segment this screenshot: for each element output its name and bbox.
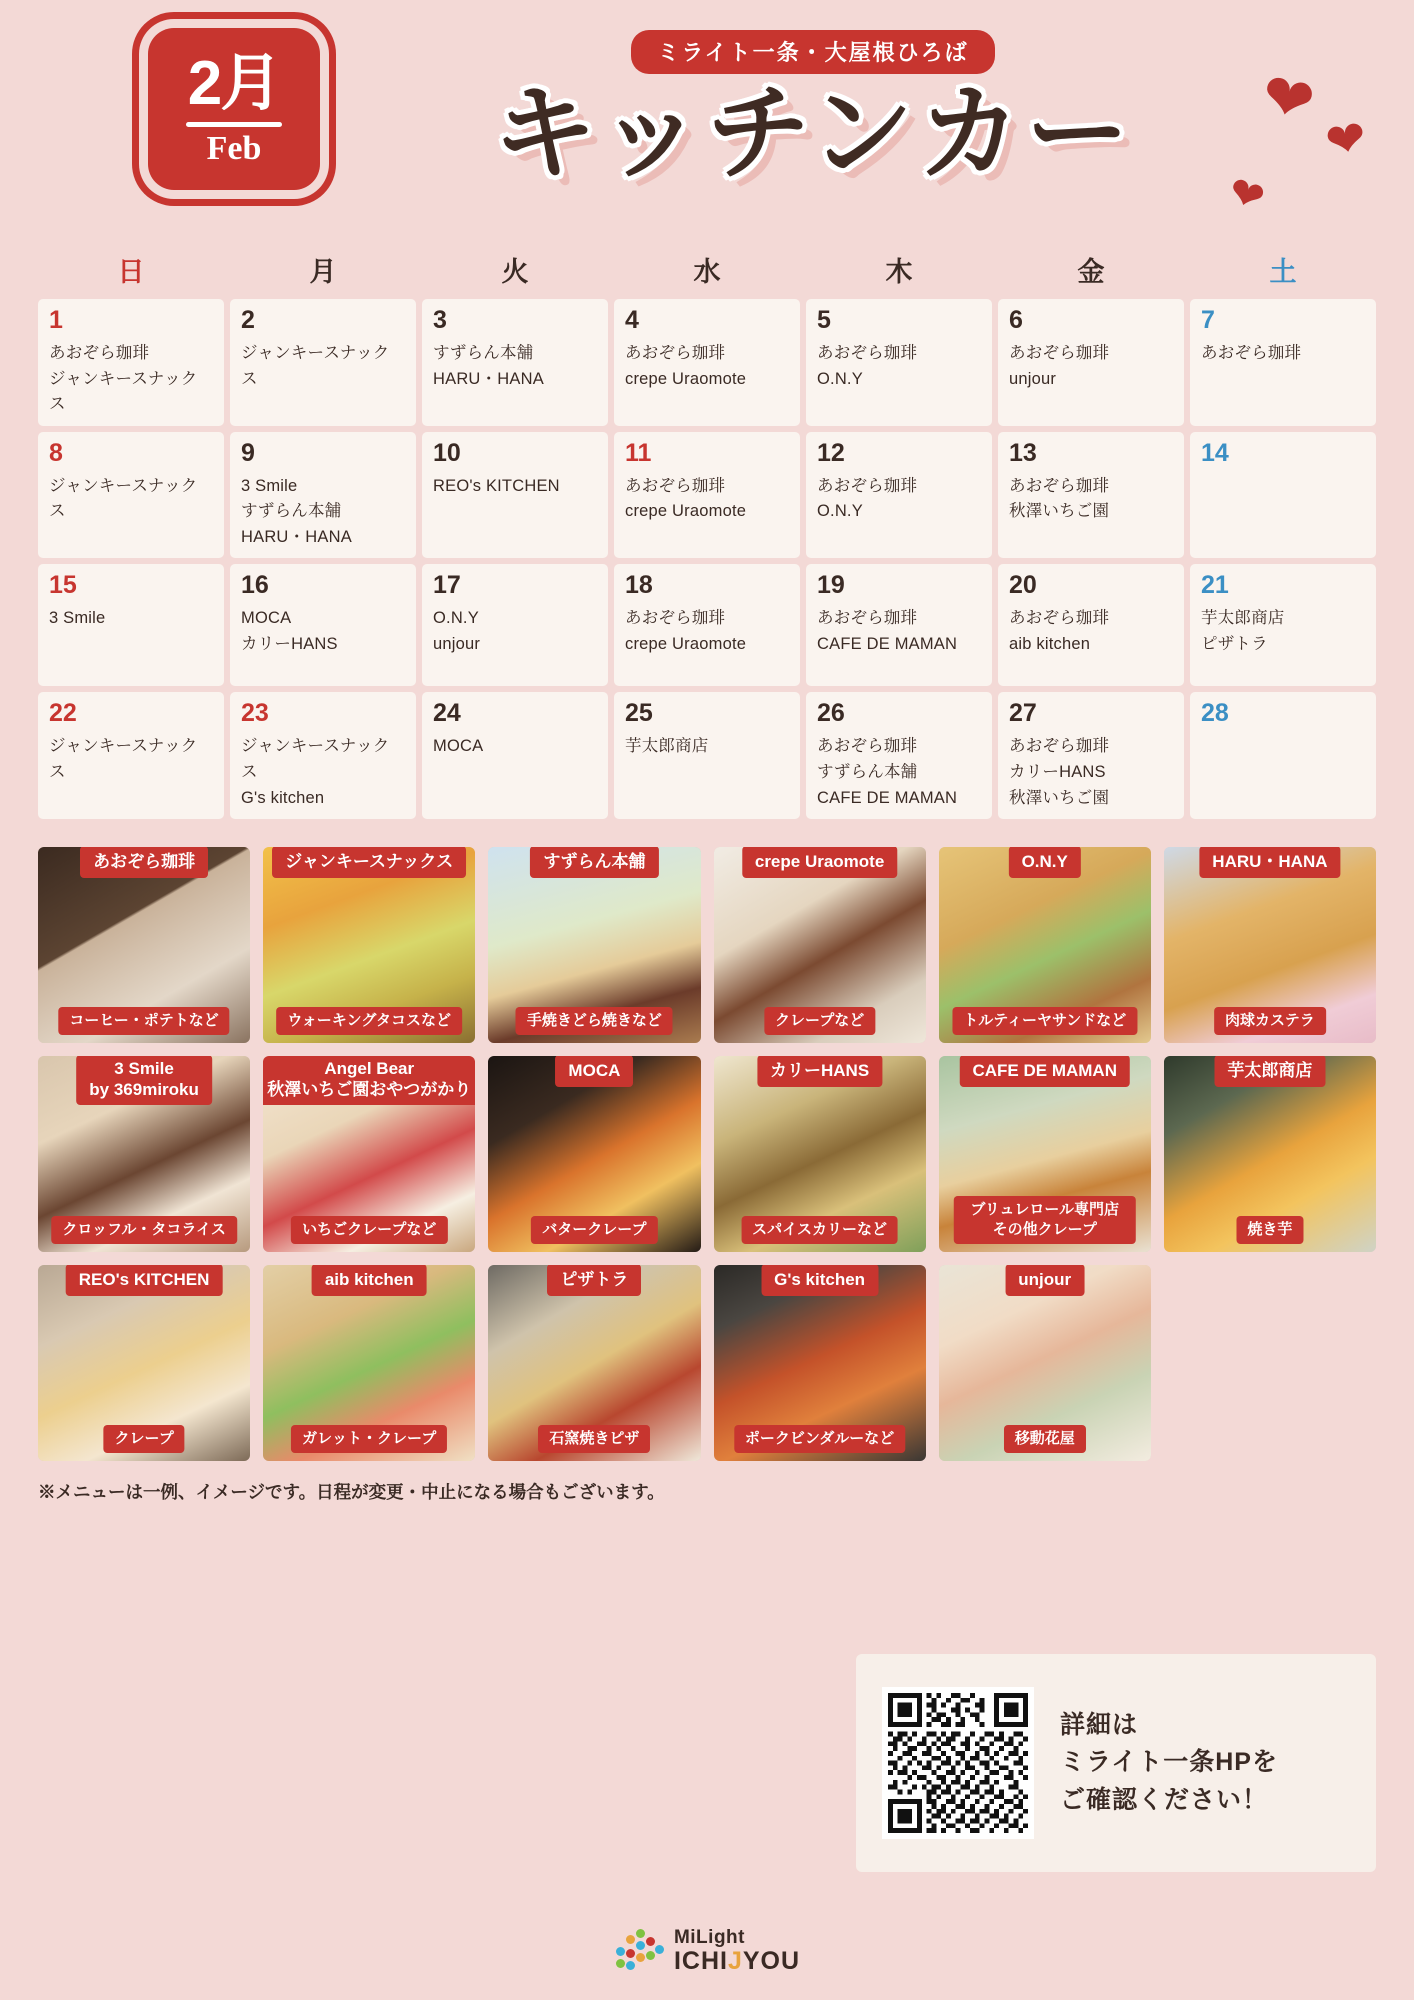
- vendor-card: [714, 1265, 926, 1461]
- day-number: 19: [817, 571, 845, 600]
- vendor-menu-badge: 移動花屋: [1004, 1425, 1086, 1454]
- day-event: ジャンキースナックス: [241, 737, 390, 781]
- vendor-name-badge: crepe Uraomote: [742, 847, 897, 878]
- vendor-name-badge: G's kitchen: [761, 1265, 878, 1296]
- day-number: 9: [241, 438, 255, 467]
- vendor-menu-badge: ブリュレロール専門店 その他クレープ: [954, 1196, 1136, 1244]
- vendor-card: [263, 1265, 475, 1461]
- vendor-menu-badge: クロッフル・タコライス: [51, 1216, 237, 1245]
- day-number: 20: [1009, 571, 1037, 600]
- day-number: 6: [1009, 306, 1023, 334]
- calendar-day-cell[interactable]: [1190, 692, 1376, 819]
- vendor-photo-tortilla-sandwich: [939, 847, 1151, 1043]
- vendor-grid: [38, 847, 1376, 1461]
- logo-wordmark: [674, 1928, 800, 1974]
- day-event: あおぞら珈琲: [625, 344, 726, 362]
- heart-icon: ❤: [1222, 166, 1271, 223]
- vendor-photo-reos-crepe: [38, 1265, 250, 1461]
- day-number: 12: [817, 438, 845, 467]
- calendar-day-cell[interactable]: [614, 299, 800, 426]
- day-event: O.N.Y: [817, 502, 863, 521]
- vendor-menu-badge: 手焼きどら焼きなど: [516, 1007, 673, 1036]
- day-event: 秋澤いちご園: [1009, 788, 1110, 807]
- weekday-0: 日: [117, 257, 145, 287]
- day-number: 27: [1009, 699, 1037, 728]
- day-event: MOCA: [241, 609, 292, 628]
- calendar-day-cell[interactable]: [230, 299, 416, 426]
- day-event: HARU・HANA: [241, 527, 352, 546]
- calendar-day-cell[interactable]: [38, 692, 224, 819]
- day-event: あおぞら珈琲: [1009, 344, 1110, 362]
- vendor-card: [939, 1056, 1151, 1252]
- day-number: 16: [241, 571, 269, 600]
- day-number: 28: [1201, 699, 1229, 728]
- day-event: ジャンキースナックス: [49, 369, 198, 414]
- day-event: あおぞら珈琲: [817, 344, 918, 362]
- day-number: 1: [49, 306, 63, 334]
- day-event: あおぞら珈琲: [817, 476, 918, 495]
- vendor-menu-badge: ポークビンダルーなど: [734, 1425, 905, 1454]
- vendor-card: [38, 847, 250, 1043]
- day-number: 2: [241, 306, 255, 334]
- vendor-photo-dorayaki: [488, 847, 700, 1043]
- day-event: あおぞら珈琲: [49, 344, 150, 362]
- vendor-photo-pork-vindaloo: [714, 1265, 926, 1461]
- qr-code[interactable]: [882, 1687, 1034, 1839]
- calendar-day-cell[interactable]: [614, 692, 800, 819]
- day-number: 18: [625, 571, 653, 600]
- calendar-day-cell[interactable]: [806, 564, 992, 686]
- day-event: あおぞら珈琲: [1009, 476, 1110, 495]
- calendar-day-cell[interactable]: [230, 692, 416, 819]
- calendar-day-cell[interactable]: [38, 564, 224, 686]
- month-divider: [186, 122, 282, 127]
- vendor-menu-badge: コーヒー・ポテトなど: [58, 1007, 229, 1036]
- day-event: すずらん本舗: [433, 344, 534, 362]
- day-event: あおぞら珈琲: [817, 737, 918, 756]
- day-event: すずらん本舗: [817, 762, 918, 781]
- vendor-card: [714, 1056, 926, 1252]
- vendor-menu-badge: いちごクレープなど: [291, 1216, 447, 1245]
- calendar-day-cell[interactable]: [1190, 432, 1376, 559]
- vendor-menu-badge: ガレット・クレープ: [291, 1425, 447, 1454]
- vendor-name-badge: ジャンキースナックス: [272, 847, 466, 878]
- vendor-name-badge: HARU・HANA: [1199, 847, 1340, 878]
- vendor-menu-badge: スパイスカリーなど: [741, 1216, 898, 1245]
- day-event: HARU・HANA: [433, 369, 544, 388]
- calendar-day-cell[interactable]: [38, 299, 224, 426]
- vendor-card: [488, 1265, 700, 1461]
- day-number: 14: [1201, 438, 1229, 467]
- vendor-menu-badge: ウォーキングタコスなど: [276, 1007, 462, 1036]
- day-event: unjour: [433, 634, 481, 653]
- vendor-photo-walking-tacos: [263, 847, 475, 1043]
- vendor-card: [1164, 1056, 1376, 1252]
- day-event: 3 Smile: [49, 609, 106, 628]
- day-event: 秋澤いちご園: [1009, 502, 1110, 521]
- day-number: 24: [433, 699, 461, 728]
- day-number: 17: [433, 571, 461, 600]
- vendor-card: [488, 1056, 700, 1252]
- day-number: 7: [1201, 306, 1215, 334]
- logo-line-2: ICHIJYOU: [673, 1947, 801, 1975]
- day-number: 15: [49, 571, 77, 600]
- day-event: crepe Uraomote: [625, 634, 747, 653]
- day-event: MOCA: [433, 737, 484, 756]
- vendor-name-badge: unjour: [1005, 1265, 1084, 1296]
- calendar-grid: [38, 299, 1376, 819]
- day-event: O.N.Y: [433, 609, 479, 628]
- vendor-photo-galette: [263, 1265, 475, 1461]
- vendor-card: [38, 1056, 250, 1252]
- vendor-menu-badge: 肉球カステラ: [1214, 1007, 1326, 1036]
- vendor-card: [939, 847, 1151, 1043]
- vendor-name-badge: すずらん本舗: [530, 847, 658, 878]
- vendor-photo-yaki-imo: [1164, 1056, 1376, 1252]
- day-event: ジャンキースナックス: [241, 344, 390, 388]
- day-event: カリーHANS: [241, 634, 338, 653]
- day-event: カリーHANS: [1009, 762, 1106, 781]
- day-number: 8: [49, 438, 63, 467]
- vendor-card: [38, 1265, 250, 1461]
- vendor-name-badge: O.N.Y: [1009, 847, 1081, 878]
- vendor-name-badge: カリーHANS: [757, 1056, 882, 1087]
- calendar-day-cell[interactable]: [998, 299, 1184, 426]
- vendor-photo-butter-crepe: [488, 1056, 700, 1252]
- calendar-day-cell[interactable]: [614, 564, 800, 686]
- day-event: O.N.Y: [817, 369, 863, 388]
- day-event: CAFE DE MAMAN: [817, 788, 958, 807]
- day-event: G's kitchen: [241, 788, 325, 807]
- day-event: あおぞら珈琲: [625, 476, 726, 495]
- day-event: あおぞら珈琲: [625, 609, 726, 628]
- vendor-card: [939, 1265, 1151, 1461]
- day-event: 3 Smile: [241, 476, 298, 495]
- month-english: Feb: [206, 129, 262, 167]
- day-number: 13: [1009, 438, 1037, 467]
- day-number: 26: [817, 699, 845, 728]
- logo-line-1: MiLight: [673, 1927, 745, 1948]
- weekday-2: 火: [501, 257, 529, 287]
- day-event: 芋太郎商店: [625, 737, 709, 756]
- day-event: crepe Uraomote: [625, 369, 747, 388]
- vendor-name-badge: MOCA: [555, 1056, 633, 1087]
- day-number: 5: [817, 306, 831, 334]
- poster-header: [38, 0, 1376, 232]
- vendor-menu-badge: バタークレープ: [531, 1216, 657, 1245]
- day-event: あおぞら珈琲: [1009, 609, 1110, 628]
- calendar-day-cell[interactable]: [422, 692, 608, 819]
- vendor-name-badge: 芋太郎商店: [1214, 1056, 1325, 1087]
- calendar-day-cell[interactable]: [38, 432, 224, 559]
- month-number: 2月: [187, 48, 281, 118]
- vendor-photo-strawberry-crepe: [263, 1056, 475, 1252]
- day-event: REO's KITCHEN: [433, 476, 560, 495]
- vendor-name-badge: 3 Smile by 369miroku: [76, 1056, 212, 1105]
- vendor-menu-badge: トルティーヤサンドなど: [952, 1007, 1137, 1036]
- vendor-card: [263, 847, 475, 1043]
- vendor-menu-badge: クレープなど: [764, 1007, 875, 1036]
- bottom-bar: [0, 1990, 1414, 2000]
- vendor-card: [488, 847, 700, 1043]
- weekday-6: 土: [1269, 257, 1297, 287]
- day-event: ピザトラ: [1201, 634, 1268, 653]
- vendor-card: [1164, 847, 1376, 1043]
- logo-dots-icon: [614, 1929, 662, 1973]
- day-number: 23: [241, 699, 269, 728]
- day-event: あおぞら珈琲: [1009, 737, 1110, 756]
- day-event: crepe Uraomote: [625, 502, 747, 521]
- day-event: unjour: [1009, 369, 1057, 388]
- vendor-card: [263, 1056, 475, 1252]
- page-title: キッチンカー: [492, 76, 1134, 192]
- footer-logo: [0, 1928, 1414, 1974]
- calendar-day-cell[interactable]: [1190, 564, 1376, 686]
- day-number: 4: [625, 306, 639, 334]
- day-event: aib kitchen: [1009, 634, 1091, 653]
- weekday-1: 月: [309, 257, 337, 287]
- vendor-photo-stone-oven-pizza: [488, 1265, 700, 1461]
- day-event: ジャンキースナックス: [49, 476, 198, 521]
- calendar-weekday-row: [38, 244, 1376, 299]
- weekday-5: 金: [1077, 257, 1105, 287]
- calendar-day-cell[interactable]: [422, 299, 608, 426]
- qr-caption: 詳細は ミライト一条HPを ご確認ください！: [1060, 1710, 1278, 1814]
- day-event: ジャンキースナックス: [49, 737, 198, 781]
- vendor-name-badge: CAFE DE MAMAN: [959, 1056, 1130, 1087]
- vendor-photo-crepe: [714, 847, 926, 1043]
- day-event: 芋太郎商店: [1201, 609, 1285, 628]
- vendor-photo-brulee-roll: [939, 1056, 1151, 1252]
- vendor-name-badge: Angel Bear 秋澤いちご園おやつがかり: [263, 1056, 475, 1105]
- calendar-day-cell[interactable]: [422, 432, 608, 559]
- calendar-day-cell[interactable]: [998, 564, 1184, 686]
- calendar-day-cell[interactable]: [230, 432, 416, 559]
- vendor-photo-coffee-beans-bag: [38, 847, 250, 1043]
- disclaimer-note: ※メニューは一例、イメージです。日程が変更・中止になる場合もございます。: [38, 1482, 665, 1503]
- vendor-menu-badge: 焼き芋: [1236, 1216, 1303, 1245]
- calendar-day-cell[interactable]: [998, 432, 1184, 559]
- calendar-day-cell[interactable]: [614, 432, 800, 559]
- vendor-name-badge: ピザトラ: [547, 1265, 641, 1296]
- day-event: あおぞら珈琲: [817, 609, 918, 628]
- vendor-photo-flower-bouquet: [939, 1265, 1151, 1461]
- day-number: 22: [49, 699, 77, 728]
- vendor-photo-spice-curry: [714, 1056, 926, 1252]
- vendor-menu-badge: 石窯焼きピザ: [538, 1425, 650, 1454]
- heart-icon: ❤: [1255, 60, 1321, 139]
- vendor-name-badge: REO's KITCHEN: [66, 1265, 223, 1296]
- qr-panel: [856, 1654, 1376, 1872]
- day-number: 10: [433, 438, 461, 467]
- calendar-day-cell[interactable]: [1190, 299, 1376, 426]
- calendar-day-cell[interactable]: [230, 564, 416, 686]
- calendar-day-cell[interactable]: [806, 432, 992, 559]
- vendor-photo-paw-castella: [1164, 847, 1376, 1043]
- title-block: [378, 30, 1248, 192]
- day-event: CAFE DE MAMAN: [817, 634, 958, 653]
- day-number: 21: [1201, 571, 1229, 600]
- calendar-day-cell[interactable]: [806, 299, 992, 426]
- heart-icon: ❤: [1321, 110, 1371, 171]
- day-event: すずらん本舗: [241, 502, 342, 521]
- month-badge: [148, 28, 320, 190]
- vendor-photo-croffle: [38, 1056, 250, 1252]
- poster-subtitle: ミライト一条・大屋根ひろば: [631, 30, 994, 74]
- weekday-3: 水: [693, 257, 721, 287]
- calendar-day-cell[interactable]: [998, 692, 1184, 819]
- day-event: あおぞら珈琲: [1201, 344, 1302, 362]
- calendar-day-cell[interactable]: [806, 692, 992, 819]
- weekday-4: 木: [885, 257, 913, 287]
- day-number: 3: [433, 306, 447, 334]
- day-number: 25: [625, 699, 653, 728]
- vendor-name-badge: aib kitchen: [312, 1265, 427, 1296]
- calendar-day-cell[interactable]: [422, 564, 608, 686]
- vendor-menu-badge: クレープ: [103, 1425, 184, 1454]
- vendor-name-badge: あおぞら珈琲: [80, 847, 208, 878]
- day-number: 11: [625, 438, 652, 467]
- vendor-card: [714, 847, 926, 1043]
